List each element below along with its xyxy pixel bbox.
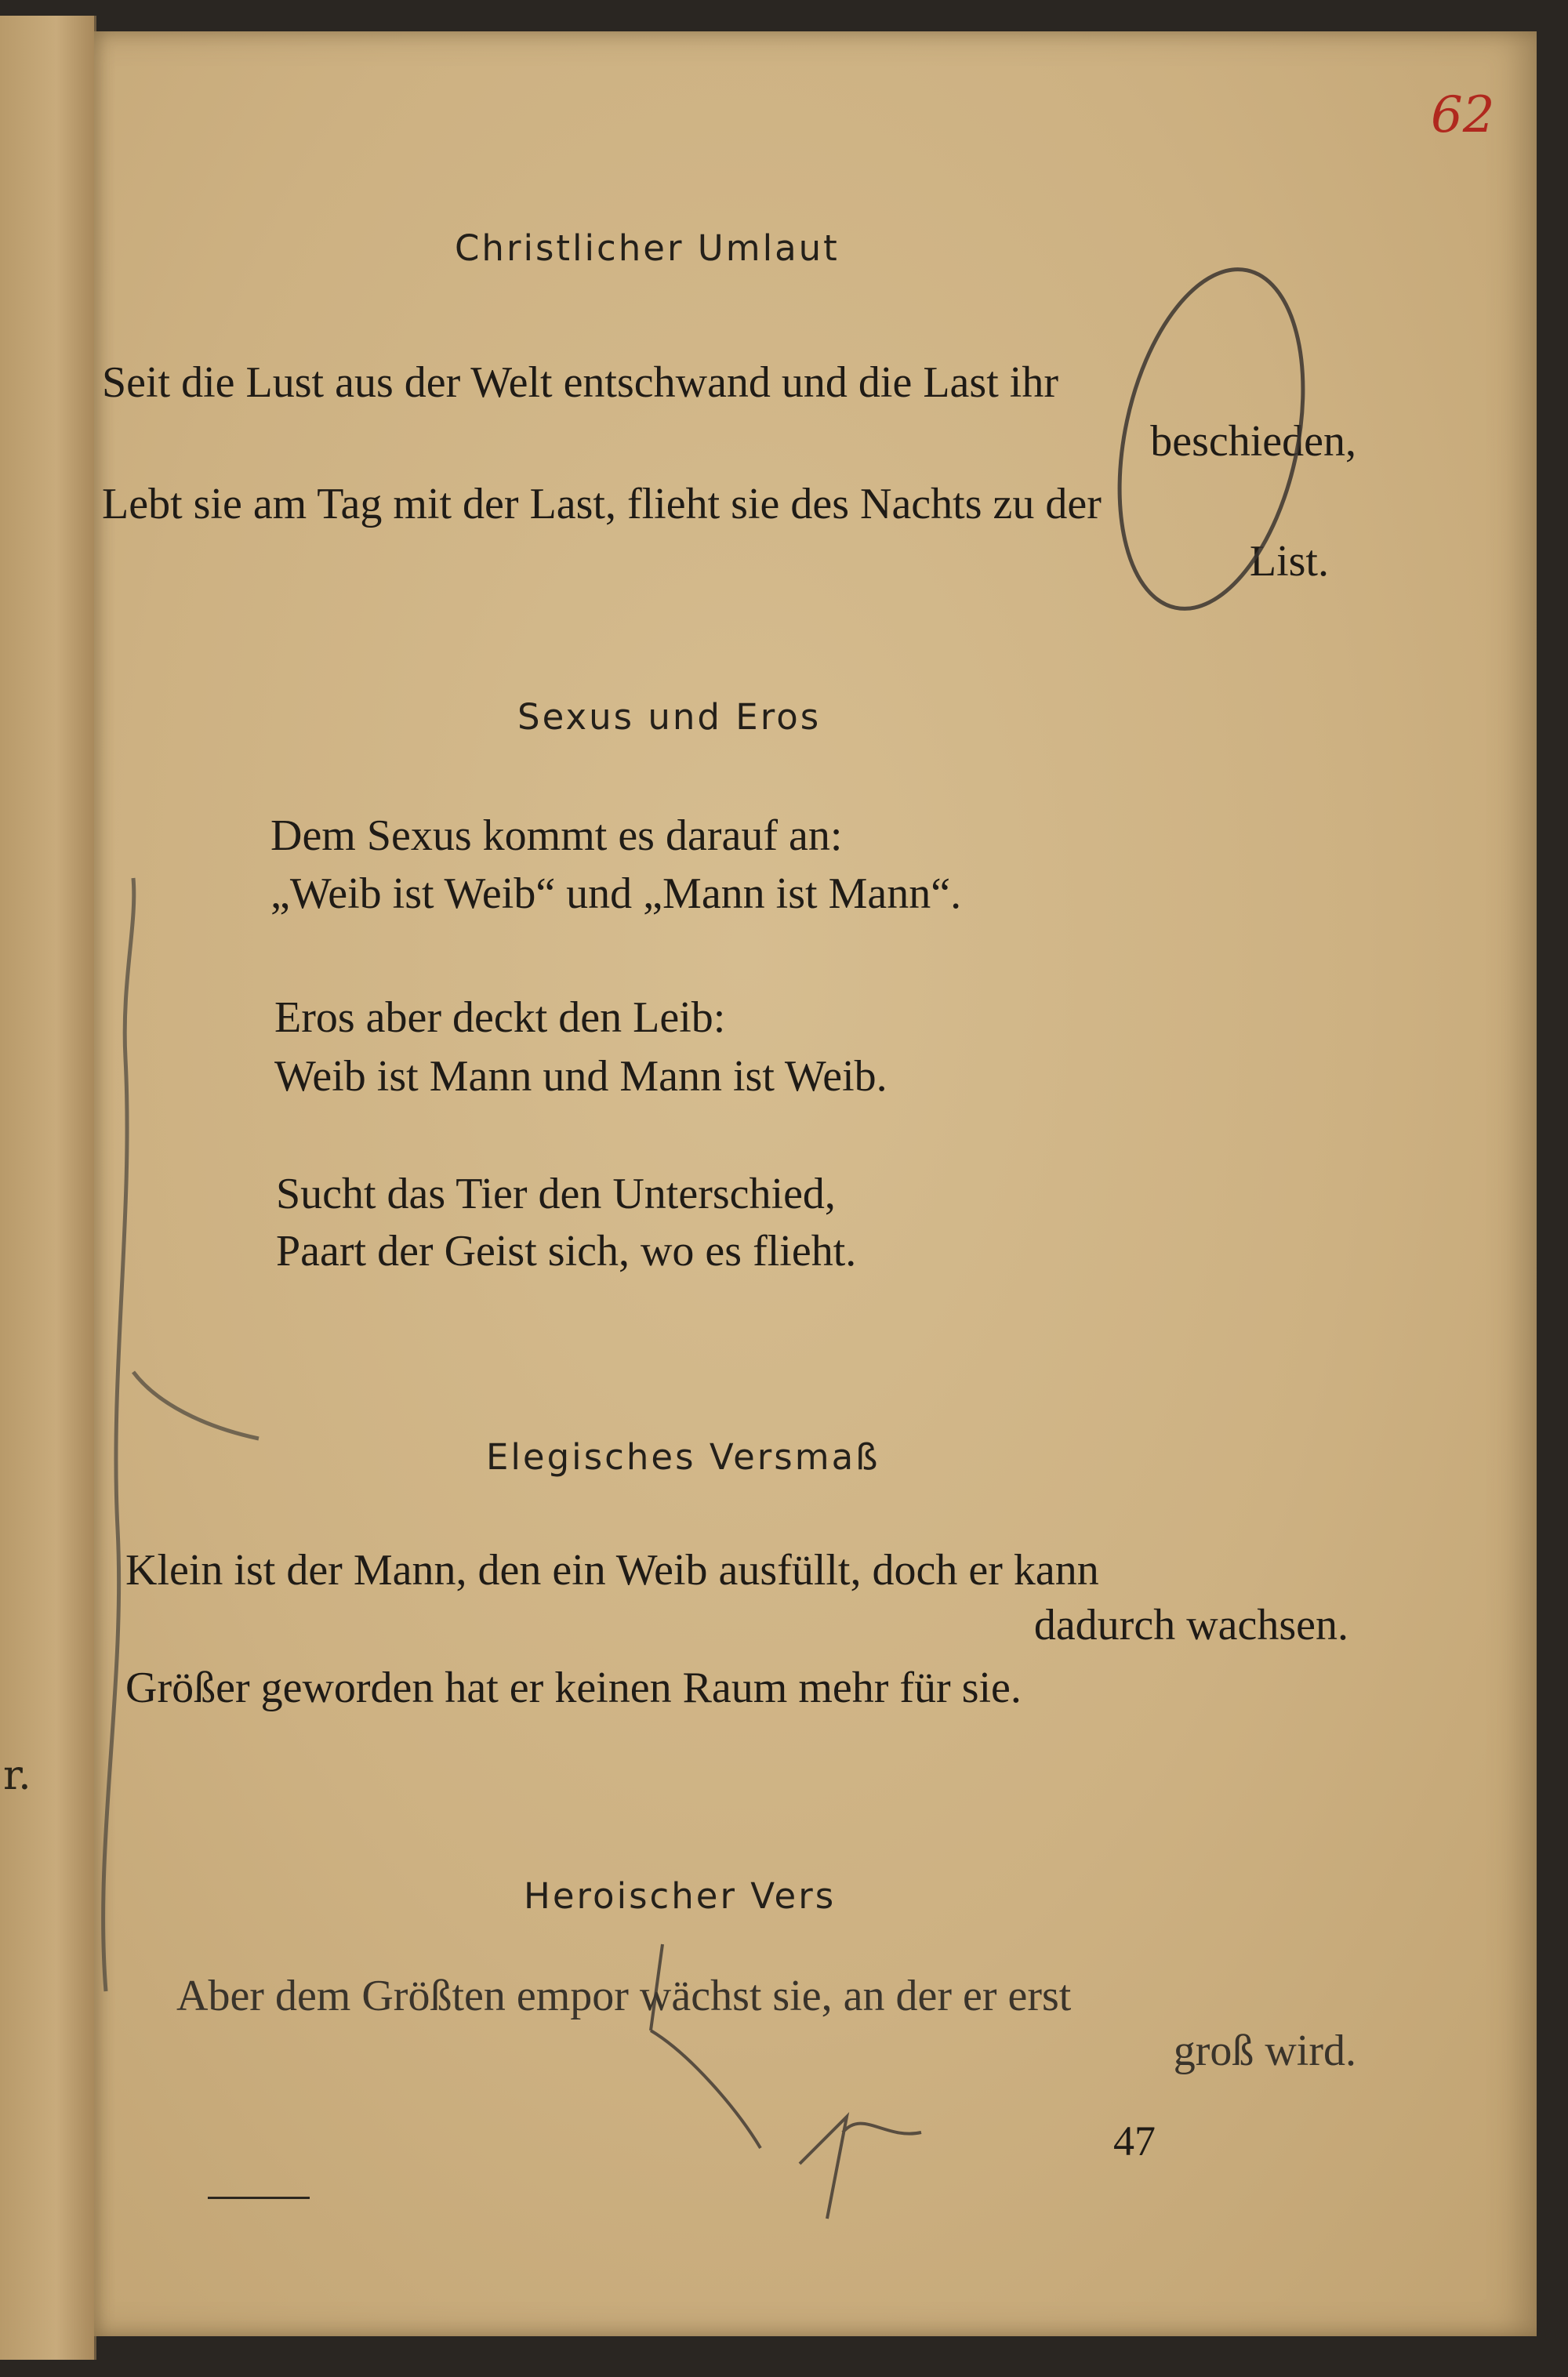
poem-title-christlicher-umlaut: Christlicher Umlaut [455, 227, 840, 269]
poem-line: Seit die Lust aus der Welt entschwand und die Last ihr [102, 358, 1058, 407]
poem-line: groß wird. [1173, 2027, 1356, 2075]
pencil-insertion-mark [651, 1944, 760, 2148]
poem-line: Dem Sexus kommt es darauf an: [270, 811, 843, 860]
marginal-handwriting-stroke [103, 878, 134, 1991]
poem-line: dadurch wachsen. [1033, 1601, 1348, 1649]
poem-title-heroischer-vers: Heroischer Vers [524, 1875, 837, 1917]
pencil-initials [800, 2117, 921, 2219]
poem-line: Aber dem Größten empor wächst sie, an der er erst [176, 1972, 1072, 2020]
poem-line: List. [1249, 537, 1329, 586]
poem-line: Größer geworden hat er keinen Raum mehr für sie. [125, 1664, 1022, 1712]
poem-line: Lebt sie am Tag mit der Last, flieht sie des Nachts zu der [102, 480, 1102, 528]
poem-line: „Weib ist Weib“ und „Mann ist Mann“. [270, 869, 962, 918]
page-folio: 47 [1113, 2118, 1156, 2165]
poem-title-sexus-und-eros: Sexus und Eros [517, 696, 822, 738]
facing-page-fragment: r. [3, 1752, 31, 1799]
marginal-handwriting-flourish [133, 1372, 259, 1439]
poem-line: Weib ist Mann und Mann ist Weib. [274, 1052, 887, 1101]
poem-line: Paart der Geist sich, wo es flieht. [276, 1227, 857, 1276]
pencil-circle-mark [1091, 252, 1332, 626]
handwritten-page-number: 62 [1431, 86, 1495, 144]
poem-title-elegisches-versmass: Elegisches Versmaß [486, 1436, 880, 1478]
poem-line: Eros aber deckt den Leib: [274, 993, 726, 1042]
poem-line: Sucht das Tier den Unterschied, [276, 1170, 836, 1218]
poem-line: beschieden, [1150, 417, 1356, 466]
poem-line: Klein ist der Mann, den ein Weib ausfüllt, doch er kann [125, 1546, 1099, 1595]
